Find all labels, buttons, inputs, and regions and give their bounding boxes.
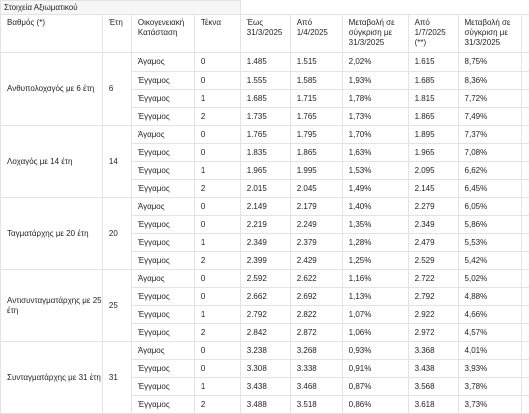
from-2-cell: 3.368 [408, 342, 458, 360]
family-status-cell: Έγγαμος [131, 396, 194, 414]
header-from-2: Από 1/7/2025 (**) [408, 15, 458, 53]
change-2-cell: 5,02% [458, 270, 522, 288]
change-1-cell: 1,70% [342, 126, 408, 144]
header-tail [522, 15, 529, 53]
rank-cell: Ταγματάρχης με 20 έτη [1, 198, 103, 270]
change-1-cell: 1,53% [342, 162, 408, 180]
table-row [1, 126, 529, 144]
until-cell: 1.765 [240, 126, 290, 144]
from-cell: 2.179 [290, 198, 342, 216]
row-tail [522, 306, 529, 324]
row-tail [522, 324, 529, 342]
family-status-cell: Έγγαμος [131, 360, 194, 378]
from-2-cell: 3.568 [408, 378, 458, 396]
from-cell: 2.622 [290, 270, 342, 288]
from-2-cell: 3.438 [408, 360, 458, 378]
children-cell: 0 [194, 198, 240, 216]
from-cell: 3.338 [290, 360, 342, 378]
change-2-cell: 5,53% [458, 234, 522, 252]
children-cell: 2 [194, 252, 240, 270]
header-change-2: Μεταβολή σε σύγκριση με 31/3/2025 [458, 15, 522, 53]
family-status-cell: Άγαμος [131, 126, 194, 144]
row-tail [522, 234, 529, 252]
family-status-cell: Έγγαμος [131, 252, 194, 270]
change-2-cell: 6,05% [458, 198, 522, 216]
years-cell: 20 [102, 198, 131, 270]
change-2-cell: 4,66% [458, 306, 522, 324]
children-cell: 0 [194, 53, 240, 72]
change-1-cell: 1,06% [342, 324, 408, 342]
from-2-cell: 1.815 [408, 90, 458, 108]
from-2-cell: 2.529 [408, 252, 458, 270]
children-cell: 2 [194, 180, 240, 198]
change-2-cell: 8,36% [458, 72, 522, 90]
row-tail [522, 72, 529, 90]
change-1-cell: 0,93% [342, 342, 408, 360]
from-2-cell: 2.095 [408, 162, 458, 180]
change-1-cell: 0,86% [342, 396, 408, 414]
children-cell: 0 [194, 144, 240, 162]
row-tail [522, 90, 529, 108]
until-cell: 3.438 [240, 378, 290, 396]
family-status-cell: Έγγαμος [131, 234, 194, 252]
header-from: Από 1/4/2025 [290, 15, 342, 53]
header-until: Έως 31/3/2025 [240, 15, 290, 53]
from-2-cell: 1.685 [408, 72, 458, 90]
row-tail [522, 216, 529, 234]
change-2-cell: 3,78% [458, 378, 522, 396]
years-cell: 31 [102, 342, 131, 414]
from-2-cell: 1.865 [408, 108, 458, 126]
children-cell: 2 [194, 108, 240, 126]
row-tail [522, 180, 529, 198]
title-row-spacer [240, 1, 529, 15]
from-2-cell: 1.615 [408, 53, 458, 72]
children-cell: 1 [194, 234, 240, 252]
years-cell: 6 [102, 53, 131, 126]
years-cell: 25 [102, 270, 131, 342]
family-status-cell: Έγγαμος [131, 180, 194, 198]
row-tail [522, 396, 529, 414]
children-cell: 0 [194, 126, 240, 144]
change-2-cell: 7,08% [458, 144, 522, 162]
header-children: Τέκνα [194, 15, 240, 53]
from-cell: 2.045 [290, 180, 342, 198]
family-status-cell: Έγγαμος [131, 216, 194, 234]
change-1-cell: 1,63% [342, 144, 408, 162]
from-cell: 2.379 [290, 234, 342, 252]
section-title-row [1, 1, 529, 15]
table-row [1, 270, 529, 288]
row-tail [522, 162, 529, 180]
family-status-cell: Άγαμος [131, 342, 194, 360]
row-tail [522, 270, 529, 288]
from-cell: 1.765 [290, 108, 342, 126]
change-2-cell: 4,57% [458, 324, 522, 342]
row-tail [522, 108, 529, 126]
change-2-cell: 5,42% [458, 252, 522, 270]
children-cell: 0 [194, 216, 240, 234]
family-status-cell: Έγγαμος [131, 288, 194, 306]
family-status-cell: Έγγαμος [131, 324, 194, 342]
from-cell: 3.468 [290, 378, 342, 396]
from-cell: 1.995 [290, 162, 342, 180]
until-cell: 1.965 [240, 162, 290, 180]
family-status-cell: Έγγαμος [131, 144, 194, 162]
children-cell: 1 [194, 162, 240, 180]
change-2-cell: 4,88% [458, 288, 522, 306]
years-cell: 14 [102, 126, 131, 198]
rank-cell: Λοχαγός με 14 έτη [1, 126, 103, 198]
from-cell: 1.515 [290, 53, 342, 72]
until-cell: 2.349 [240, 234, 290, 252]
from-2-cell: 2.922 [408, 306, 458, 324]
until-cell: 1.555 [240, 72, 290, 90]
change-1-cell: 1,93% [342, 72, 408, 90]
change-2-cell: 3,93% [458, 360, 522, 378]
children-cell: 1 [194, 306, 240, 324]
change-1-cell: 0,87% [342, 378, 408, 396]
until-cell: 2.399 [240, 252, 290, 270]
until-cell: 2.592 [240, 270, 290, 288]
from-cell: 3.518 [290, 396, 342, 414]
from-2-cell: 2.479 [408, 234, 458, 252]
family-status-cell: Άγαμος [131, 270, 194, 288]
from-cell: 3.268 [290, 342, 342, 360]
rank-cell: Ανθυπολοχαγός με 6 έτη [1, 53, 103, 126]
header-row [1, 15, 529, 53]
until-cell: 2.149 [240, 198, 290, 216]
change-1-cell: 1,07% [342, 306, 408, 324]
until-cell: 2.219 [240, 216, 290, 234]
family-status-cell: Έγγαμος [131, 378, 194, 396]
change-1-cell: 1,25% [342, 252, 408, 270]
from-2-cell: 2.972 [408, 324, 458, 342]
children-cell: 0 [194, 288, 240, 306]
table-row [1, 342, 529, 360]
until-cell: 1.835 [240, 144, 290, 162]
children-cell: 0 [194, 270, 240, 288]
from-cell: 1.585 [290, 72, 342, 90]
until-cell: 1.485 [240, 53, 290, 72]
change-2-cell: 6,45% [458, 180, 522, 198]
from-2-cell: 2.722 [408, 270, 458, 288]
change-1-cell: 1,40% [342, 198, 408, 216]
row-tail [522, 126, 529, 144]
change-1-cell: 1,13% [342, 288, 408, 306]
change-2-cell: 7,49% [458, 108, 522, 126]
until-cell: 2.792 [240, 306, 290, 324]
family-status-cell: Άγαμος [131, 198, 194, 216]
from-2-cell: 2.145 [408, 180, 458, 198]
children-cell: 1 [194, 378, 240, 396]
change-2-cell: 4,01% [458, 342, 522, 360]
children-cell: 0 [194, 342, 240, 360]
from-cell: 2.249 [290, 216, 342, 234]
until-cell: 3.488 [240, 396, 290, 414]
table-row [1, 53, 529, 72]
from-cell: 2.822 [290, 306, 342, 324]
row-tail [522, 144, 529, 162]
from-2-cell: 2.279 [408, 198, 458, 216]
row-tail [522, 342, 529, 360]
change-2-cell: 8,75% [458, 53, 522, 72]
from-2-cell: 3.618 [408, 396, 458, 414]
children-cell: 0 [194, 360, 240, 378]
from-cell: 2.872 [290, 324, 342, 342]
change-1-cell: 1,73% [342, 108, 408, 126]
row-tail [522, 53, 529, 72]
table-row [1, 198, 529, 216]
family-status-cell: Έγγαμος [131, 90, 194, 108]
header-change-1: Μεταβολή σε σύγκριση με 31/3/2025 [342, 15, 408, 53]
rank-cell: Αντισυνταγματάρχης με 25 έτη [1, 270, 103, 342]
children-cell: 2 [194, 324, 240, 342]
change-2-cell: 3,73% [458, 396, 522, 414]
row-tail [522, 378, 529, 396]
children-cell: 2 [194, 396, 240, 414]
header-family-status: Οικογενειακή Κατάσταση [131, 15, 194, 53]
children-cell: 1 [194, 90, 240, 108]
change-1-cell: 1,16% [342, 270, 408, 288]
row-tail [522, 198, 529, 216]
from-2-cell: 1.965 [408, 144, 458, 162]
rank-cell: Συνταγματάρχης με 31 έτη [1, 342, 103, 414]
from-cell: 1.865 [290, 144, 342, 162]
family-status-cell: Έγγαμος [131, 108, 194, 126]
change-2-cell: 5,86% [458, 216, 522, 234]
change-1-cell: 1,35% [342, 216, 408, 234]
change-1-cell: 2,02% [342, 53, 408, 72]
family-status-cell: Έγγαμος [131, 162, 194, 180]
row-tail [522, 288, 529, 306]
from-cell: 2.429 [290, 252, 342, 270]
section-title: Στοιχεία Αξιωματικού [1, 1, 241, 15]
until-cell: 2.015 [240, 180, 290, 198]
from-cell: 2.692 [290, 288, 342, 306]
row-tail [522, 252, 529, 270]
family-status-cell: Έγγαμος [131, 306, 194, 324]
change-1-cell: 1,78% [342, 90, 408, 108]
until-cell: 2.842 [240, 324, 290, 342]
until-cell: 2.662 [240, 288, 290, 306]
family-status-cell: Άγαμος [131, 53, 194, 72]
change-1-cell: 0,91% [342, 360, 408, 378]
header-years: Έτη [102, 15, 131, 53]
row-tail [522, 360, 529, 378]
until-cell: 3.308 [240, 360, 290, 378]
from-2-cell: 2.792 [408, 288, 458, 306]
change-1-cell: 1,49% [342, 180, 408, 198]
change-2-cell: 7,72% [458, 90, 522, 108]
change-1-cell: 1,28% [342, 234, 408, 252]
family-status-cell: Έγγαμος [131, 72, 194, 90]
from-2-cell: 1.895 [408, 126, 458, 144]
until-cell: 1.685 [240, 90, 290, 108]
change-2-cell: 6,62% [458, 162, 522, 180]
change-2-cell: 7,37% [458, 126, 522, 144]
until-cell: 3.238 [240, 342, 290, 360]
from-2-cell: 2.349 [408, 216, 458, 234]
from-cell: 1.795 [290, 126, 342, 144]
until-cell: 1.735 [240, 108, 290, 126]
children-cell: 0 [194, 72, 240, 90]
header-rank: Βαθμός (*) [1, 15, 103, 53]
from-cell: 1.715 [290, 90, 342, 108]
